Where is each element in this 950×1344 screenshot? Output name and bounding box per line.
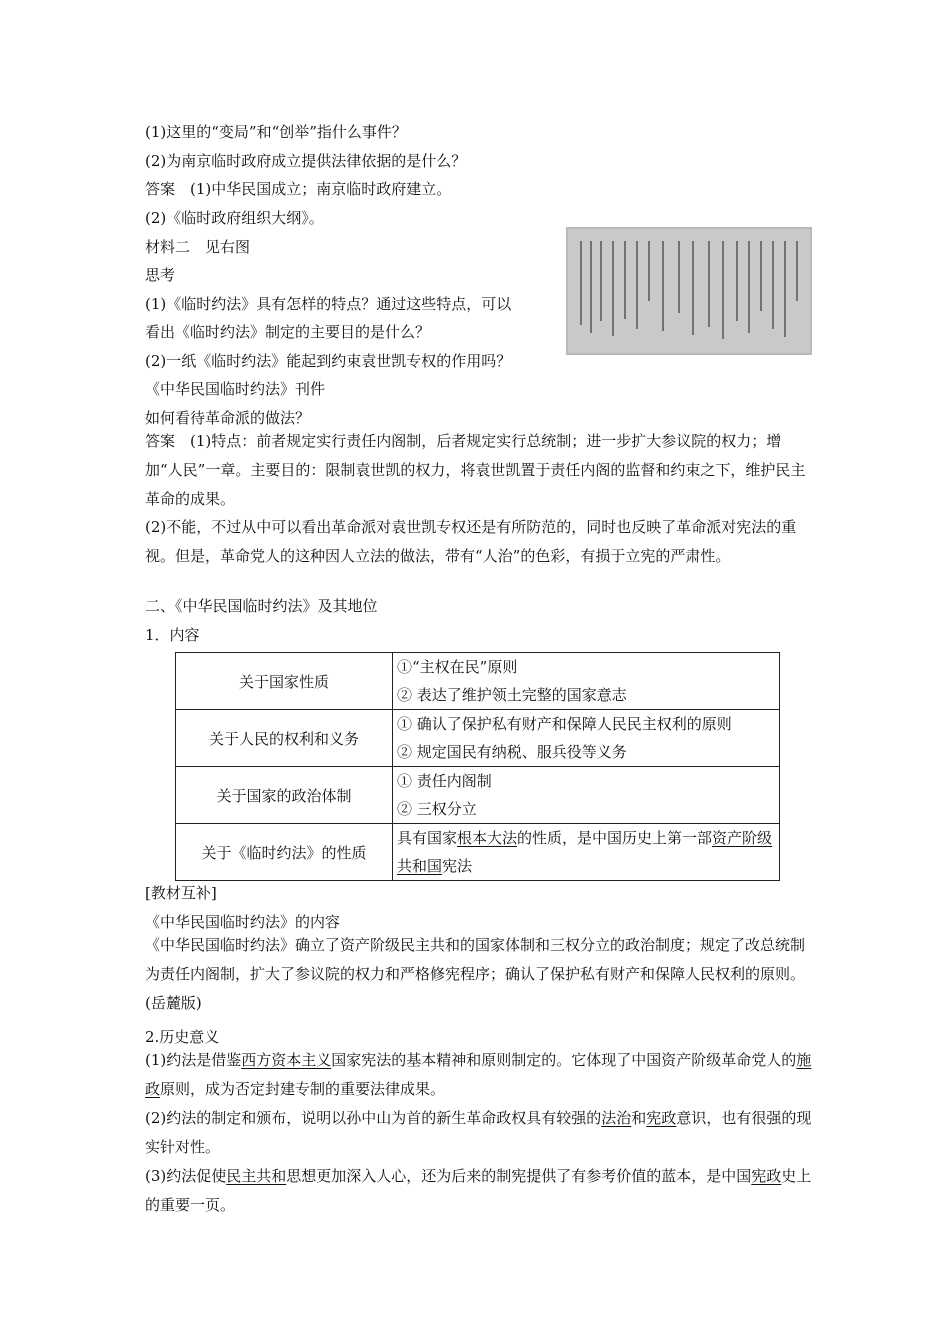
answer-4: (2)不能，不过从中可以看出革命派对袁世凯专权还是有所防范的，同时也反映了革命派对宪法的重视。但是，革命党人的这种因人立法的做法，带有“人治”的色彩，有损于立宪的严肃性。 — [145, 518, 797, 565]
table-row — [176, 767, 780, 824]
think-question-2: (2)一纸《临时约法》能起到约束袁世凯专权的作用吗？ — [145, 352, 512, 370]
table-value-cell: ①“主权在民”原则 ② 表达了维护领土完整的国家意志 — [393, 653, 780, 710]
supplement-title: 《中华民国临时约法》的内容 — [145, 913, 341, 931]
table-row — [176, 710, 780, 767]
think-question-1a: (1)《临时约法》具有怎样的特点？通过这些特点，可以 — [145, 295, 512, 313]
table-value-cell: 具有国家根本大法的性质，是中国历史上第一部资产阶级共和国宪法 — [393, 824, 780, 881]
table-value-cell: ① 确认了保护私有财产和保障人民民主权利的原则 ② 规定国民有纳税、服兵役等义务 — [393, 710, 780, 767]
question-1: (1)这里的“变局”和“创举”指什么事件？ — [145, 123, 407, 141]
material-2-label: 材料二 见右图 — [145, 238, 251, 256]
section-2-heading: 二、《中华民国临时约法》及其地位 — [145, 597, 378, 615]
content-table — [175, 652, 780, 881]
question-2: (2)为南京临时政府成立提供法律依据的是什么？ — [145, 152, 467, 170]
table-row — [176, 653, 780, 710]
table-key-cell: 关于国家性质 — [176, 653, 393, 710]
answer-2: (2)《临时政府组织大纲》。 — [145, 209, 324, 227]
answer-1: 答案 (1)中华民国成立；南京临时政府建立。 — [145, 180, 452, 198]
significance-2: (2)约法的制定和颁布，说明以孙中山为首的新生革命政权具有较强的法治和宪政意识，也有很强的现实针对性。 — [145, 1109, 812, 1156]
supplement-text: 《中华民国临时约法》确立了资产阶级民主共和的国家体制和三权分立的政治制度；规定了改总统制为责任内阁制，扩大了参议院的权力和严格修宪程序；确认了保护私有财产和保障人民权利的原则。(岳麓版) — [145, 936, 806, 1012]
answer-3: 答案 (1)特点：前者规定实行责任内阁制，后者规定实行总统制；进一步扩大参议院的权力；增加“人民”一章。主要目的：限制袁世凯的权力，将袁世凯置于责任内阁的监督和约束之下，维护民主革命的成果。 — [145, 432, 806, 508]
think-question-2b: 如何看待革命派的做法？ — [145, 409, 311, 427]
table-key-cell: 关于人民的权利和义务 — [176, 710, 393, 767]
significance-1: (1)约法是借鉴西方资本主义国家宪法的基本精神和原则制定的。它体现了中国资产阶级革命党人的施政原则，成为否定封建专制的重要法律成果。 — [145, 1051, 812, 1098]
significance-3: (3)约法促使民主共和思想更加深入人心，还为后来的制宪提供了有参考价值的蓝本，是中国宪政史上的重要一页。 — [145, 1167, 812, 1214]
table-key-cell: 关于《临时约法》的性质 — [176, 824, 393, 881]
subsection-significance-heading: 2.历史意义 — [145, 1028, 220, 1046]
supplement-tag: [教材互补] — [145, 884, 217, 902]
think-heading: 思考 — [145, 266, 176, 284]
table-row — [176, 824, 780, 881]
think-question-1b: 看出《临时约法》制定的主要目的是什么？ — [145, 323, 431, 341]
constitution-print-image — [566, 227, 812, 355]
image-caption: 《中华民国临时约法》刊件 — [145, 380, 326, 398]
table-key-cell: 关于国家的政治体制 — [176, 767, 393, 824]
table-value-cell: ① 责任内阁制 ② 三权分立 — [393, 767, 780, 824]
subsection-content-heading: 1．内容 — [145, 626, 200, 644]
